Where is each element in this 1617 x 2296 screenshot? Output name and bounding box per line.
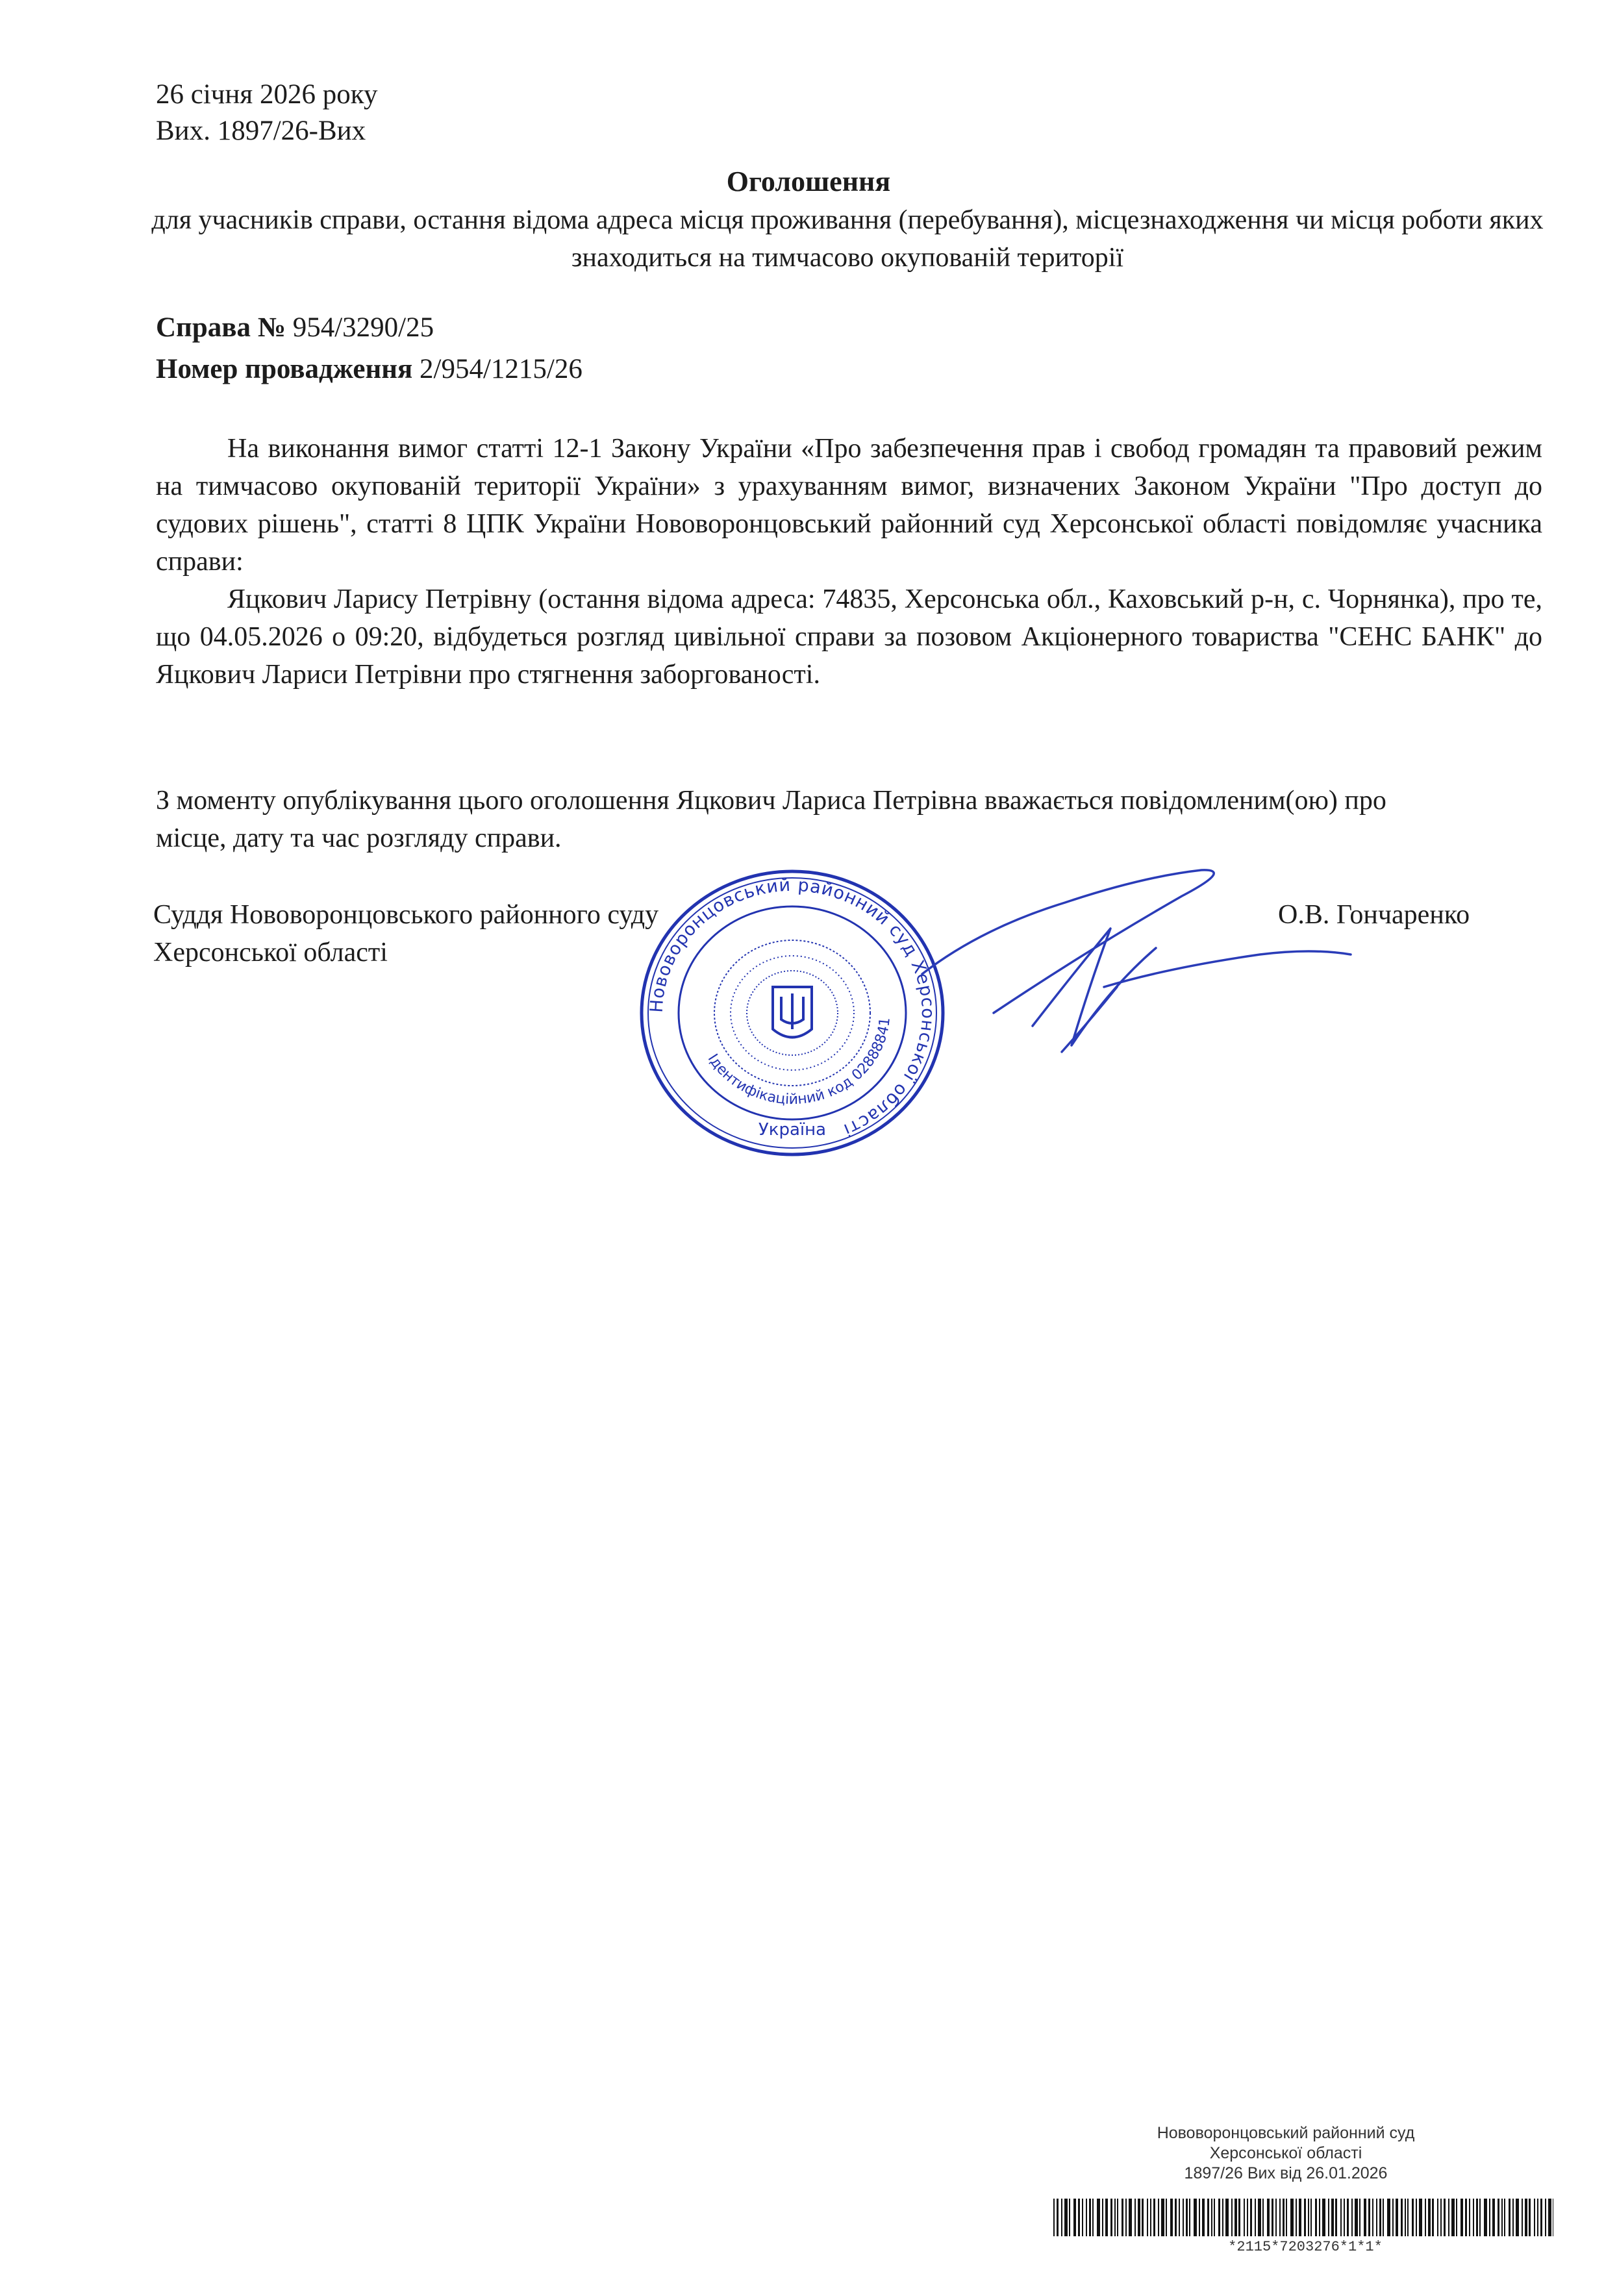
barcode-bar <box>1255 2199 1256 2236</box>
barcode-bar <box>1504 2199 1505 2236</box>
barcode-bar <box>1368 2199 1370 2236</box>
barcode-bar <box>1328 2199 1329 2236</box>
barcode-bar <box>1214 2199 1215 2236</box>
judge-position-line2: Херсонської області <box>153 938 388 967</box>
barcode-bar <box>1073 2199 1076 2236</box>
trident-icon <box>773 987 812 1038</box>
barcode-bar <box>1267 2199 1270 2236</box>
stamp-court: Нововоронцовський районний суд <box>1157 2124 1415 2142</box>
barcode-bar <box>1516 2199 1519 2236</box>
barcode-bar <box>1175 2199 1177 2236</box>
barcode-bar <box>1247 2199 1248 2236</box>
barcode-bar <box>1492 2199 1495 2236</box>
barcode-bar <box>1283 2199 1285 2236</box>
document-date: 26 січня 2026 року <box>156 79 378 110</box>
barcode-bar <box>1125 2199 1127 2236</box>
barcode-bar <box>1448 2199 1449 2236</box>
barcode-bar <box>1199 2199 1200 2236</box>
body-paragraph-notified: З моменту опублікування цього оголошення Яцкович Лариса Петрівна вважається повідомленим(ою) про місце, дату та час розгляду справи. <box>156 786 1386 853</box>
barcode-bar <box>1451 2199 1455 2236</box>
judge-name: О.В. Гончаренко <box>1278 900 1470 930</box>
barcode-bar <box>1057 2199 1059 2236</box>
barcode-bar <box>1548 2199 1551 2236</box>
barcode-bar <box>1238 2199 1240 2236</box>
barcode-bar <box>1545 2199 1546 2236</box>
barcode-bar <box>1138 2199 1140 2236</box>
barcode-bar <box>1105 2199 1108 2236</box>
proceeding-label: Номер провадження <box>156 354 413 384</box>
barcode-bar <box>1225 2199 1229 2236</box>
barcode-bar <box>1387 2199 1390 2236</box>
barcode-bar <box>1319 2199 1320 2236</box>
barcode-bar <box>1207 2199 1209 2236</box>
barcode-bar <box>1529 2199 1531 2236</box>
barcode-bar <box>1460 2199 1463 2236</box>
barcode-bar <box>1355 2199 1358 2236</box>
stamp-registration: 1897/26 Вих від 26.01.2026 <box>1184 2164 1388 2182</box>
barcode-bar <box>1161 2199 1164 2236</box>
barcode-bar <box>1296 2199 1297 2236</box>
barcode-bar <box>1392 2199 1394 2236</box>
body-paragraph-hearing: Яцкович Ларису Петрівну (остання відома адреса: 74835, Херсонська обл., Каховський р-н, с. Чорнянка), про те, що 04.05.2026 о 09:20, відбудеться розгляд цивільної справи за позовом Акціонерного товариства "СЕНС БАНК" до Яцкович Лариси Петрівни про стягнення заборгованості. <box>156 584 1542 690</box>
barcode-bar <box>1194 2199 1197 2236</box>
barcode-bar <box>1465 2199 1467 2236</box>
barcode-bar <box>1379 2199 1381 2236</box>
barcode-bar <box>1064 2199 1068 2236</box>
barcode-bar <box>1401 2199 1403 2236</box>
barcode-bar <box>1498 2199 1499 2236</box>
barcode-bar <box>1189 2199 1190 2236</box>
barcode-bar <box>1405 2199 1406 2236</box>
stamp-region: Херсонської області <box>1209 2144 1362 2162</box>
barcode-bar <box>1534 2199 1535 2236</box>
body-paragraph-notice: На виконання вимог статті 12-1 Закону України «Про забезпечення прав і свобод громадян та правовий режим на тимчасово окупованій території України» з урахуванням вимог, визначених Законом України "Про доступ до судових рішень", статті 8 ЦПК України Нововоронцовський районний суд Херсонської області повідомляє учасника справи: <box>156 434 1542 577</box>
barcode-bar <box>1231 2199 1233 2236</box>
seal-inner-text: Ідентифікаційний код 02888841 <box>704 1016 894 1108</box>
barcode-bar <box>1211 2199 1212 2236</box>
barcode-bar <box>1359 2199 1360 2236</box>
barcode-bar <box>1235 2199 1237 2236</box>
barcode-bar <box>1428 2199 1431 2236</box>
barcode-bar <box>1114 2199 1116 2236</box>
barcode-bar <box>1407 2199 1409 2236</box>
barcode-bar <box>1376 2199 1377 2236</box>
barcode-bar <box>1110 2199 1112 2236</box>
barcode-bar <box>1272 2199 1273 2236</box>
barcode-bar <box>1344 2199 1345 2236</box>
barcode-bar <box>1372 2199 1373 2236</box>
barcode-bar <box>1262 2199 1264 2236</box>
barcode-bar <box>1299 2199 1301 2236</box>
barcode-bar <box>1186 2199 1188 2236</box>
barcode-bar <box>1304 2199 1306 2236</box>
barcode-bar <box>1078 2199 1080 2236</box>
barcode-bar <box>1082 2199 1083 2236</box>
barcode-bar <box>1275 2199 1277 2236</box>
outgoing-number: Вих. 1897/26-Вих <box>156 116 366 146</box>
barcode-bar <box>1061 2199 1062 2236</box>
barcode-bar <box>1476 2199 1478 2236</box>
barcode-bar <box>1315 2199 1317 2236</box>
seal-outer-text: Нововоронцовський районний суд Херсонської області <box>646 875 938 1140</box>
barcode-bar <box>1117 2199 1118 2236</box>
barcode-bar <box>1412 2199 1414 2236</box>
barcode-bar <box>1102 2199 1103 2236</box>
barcode-bar <box>1331 2199 1334 2236</box>
barcode-bar <box>1440 2199 1442 2236</box>
barcode-bar <box>1522 2199 1523 2236</box>
barcode-bar <box>1432 2199 1434 2236</box>
barcode-bar <box>1473 2199 1474 2236</box>
case-number: 954/3290/25 <box>292 312 434 343</box>
barcode-bar <box>1525 2199 1527 2236</box>
barcode-bar <box>1290 2199 1294 2236</box>
barcode-bar <box>1308 2199 1309 2236</box>
barcode-bar <box>1258 2199 1261 2236</box>
announcement-subtitle: для учасників справи, остання відома адреса місця проживання (перебування), місцезнаходження чи місця роботи яких знаходиться на тимчасово окупованій території <box>151 205 1544 273</box>
barcode-bar <box>1086 2199 1087 2236</box>
barcode-bar <box>1322 2199 1325 2236</box>
barcode-bar <box>1419 2199 1422 2236</box>
registration-stamp <box>1052 2123 1520 2184</box>
barcode-bar <box>1340 2199 1342 2236</box>
barcode-bar <box>1351 2199 1353 2236</box>
barcode-bar <box>1501 2199 1503 2236</box>
barcode-bar <box>1484 2199 1487 2236</box>
barcode-bar <box>1069 2199 1070 2236</box>
barcode-bar <box>1489 2199 1490 2236</box>
case-label: Справа № <box>156 312 286 343</box>
barcode-bar <box>1364 2199 1366 2236</box>
barcode <box>1053 2199 1553 2236</box>
barcode-bar <box>1147 2199 1148 2236</box>
barcode-bar <box>1540 2199 1542 2236</box>
barcode-bar <box>1158 2199 1159 2236</box>
barcode-bar <box>1170 2199 1173 2236</box>
barcode-bar <box>1286 2199 1287 2236</box>
announcement-title: Оголошення <box>726 166 891 197</box>
barcode-bar <box>1444 2199 1446 2236</box>
proceeding-number-line <box>156 353 583 385</box>
barcode-bar <box>1425 2199 1426 2236</box>
barcode-bar <box>1122 2199 1123 2236</box>
barcode-bar <box>1142 2199 1144 2236</box>
barcode-bar <box>1202 2199 1205 2236</box>
barcode-bar <box>1456 2199 1457 2236</box>
barcode-bar <box>1244 2199 1245 2236</box>
barcode-bar <box>1279 2199 1281 2236</box>
barcode-bar <box>1509 2199 1510 2236</box>
barcode-bar <box>1347 2199 1349 2236</box>
barcode-bar <box>1479 2199 1481 2236</box>
barcode-bar <box>1250 2199 1252 2236</box>
barcode-bar <box>1053 2199 1055 2236</box>
barcode-bar <box>1218 2199 1220 2236</box>
barcode-bar <box>1089 2199 1091 2236</box>
barcode-bar <box>1416 2199 1417 2236</box>
case-number-line <box>156 312 434 343</box>
barcode-bar <box>1437 2199 1438 2236</box>
barcode-bar <box>1150 2199 1151 2236</box>
judge-position-line1: Суддя Нововоронцовського районного суду <box>153 900 659 930</box>
barcode-bar <box>1092 2199 1094 2236</box>
barcode-bar <box>1166 2199 1167 2236</box>
barcode-bar <box>1222 2199 1223 2236</box>
seal-country: Україна <box>758 1120 827 1140</box>
barcode-bar <box>1537 2199 1538 2236</box>
barcode-bar <box>1512 2199 1514 2236</box>
barcode-bar <box>1335 2199 1337 2236</box>
barcode-bar <box>1179 2199 1180 2236</box>
barcode-bar <box>1134 2199 1136 2236</box>
judge-signature <box>896 857 1364 1071</box>
proceeding-number: 2/954/1215/26 <box>420 354 583 384</box>
barcode-bar <box>1396 2199 1398 2236</box>
barcode-bar <box>1310 2199 1312 2236</box>
barcode-bar <box>1129 2199 1132 2236</box>
barcode-bar <box>1153 2199 1155 2236</box>
barcode-text: *2115*7203276*1*1* <box>1228 2239 1383 2255</box>
barcode-bar <box>1097 2199 1100 2236</box>
barcode-bar <box>1183 2199 1184 2236</box>
barcode-bar <box>1383 2199 1384 2236</box>
barcode-bar <box>1469 2199 1470 2236</box>
